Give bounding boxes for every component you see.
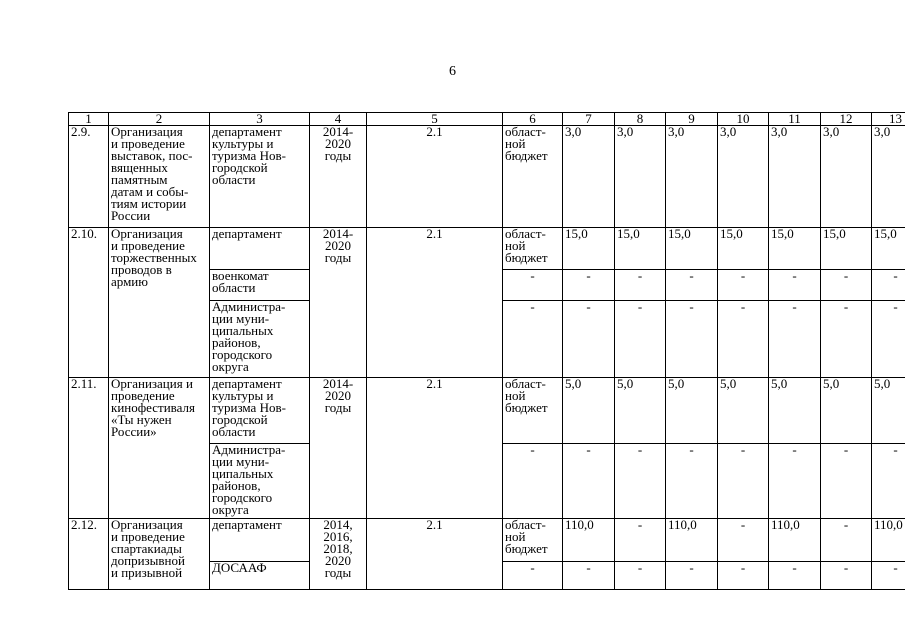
value-cell: 5,0: [718, 378, 769, 444]
dash-cell: -: [769, 562, 821, 590]
funding-source: област- ной бюджет: [503, 378, 563, 444]
row-number: 2.9.: [69, 126, 109, 228]
funding-source: област- ной бюджет: [503, 228, 563, 270]
dash-cell: -: [666, 562, 718, 590]
period: 2014- 2020 годы: [310, 378, 367, 519]
header-cell: 9: [666, 113, 718, 126]
dash-cell: -: [615, 444, 666, 519]
activity-name: Организация и проведение выставок, пос- вященных памятным датам и собы- тиям истории России: [109, 126, 210, 228]
value-cell: 5,0: [615, 378, 666, 444]
page-number: 6: [449, 64, 456, 79]
executor: департамент: [210, 519, 310, 562]
header-cell: 6: [503, 113, 563, 126]
dash-cell: -: [563, 562, 615, 590]
value-cell: 15,0: [718, 228, 769, 270]
value-cell: 5,0: [769, 378, 821, 444]
dash-cell: -: [718, 444, 769, 519]
value-cell: 110,0: [872, 519, 905, 562]
dash-cell: -: [872, 562, 905, 590]
value-cell: -: [718, 519, 769, 562]
funding-source: област- ной бюджет: [503, 126, 563, 228]
header-cell: 2: [109, 113, 210, 126]
table-row: [69, 519, 905, 562]
value-cell: 3,0: [615, 126, 666, 228]
header-cell: 1: [69, 113, 109, 126]
value-cell: -: [615, 519, 666, 562]
value-cell: 110,0: [769, 519, 821, 562]
dash-cell: -: [821, 444, 872, 519]
header-cell: 13: [872, 113, 905, 126]
dash-cell: -: [872, 270, 905, 301]
value-cell: 3,0: [872, 126, 905, 228]
value-cell: 5,0: [872, 378, 905, 444]
table-row: [69, 228, 905, 270]
period: 2014, 2016, 2018, 2020 годы: [310, 519, 367, 590]
dash-cell: -: [769, 301, 821, 378]
value-cell: 5,0: [666, 378, 718, 444]
value-cell: 15,0: [563, 228, 615, 270]
target-code: 2.1: [367, 519, 503, 590]
header-cell: 4: [310, 113, 367, 126]
value-cell: 5,0: [821, 378, 872, 444]
dash-cell: -: [615, 301, 666, 378]
dash-cell: -: [718, 301, 769, 378]
executor: департамент культуры и туризма Нов- городской области: [210, 378, 310, 444]
dash-cell: -: [666, 270, 718, 301]
dash-cell: -: [666, 301, 718, 378]
dash-cell: -: [563, 301, 615, 378]
program-activities-table: [68, 112, 905, 590]
value-cell: 15,0: [821, 228, 872, 270]
value-cell: 3,0: [769, 126, 821, 228]
row-number: 2.10.: [69, 228, 109, 378]
dash-cell: -: [769, 270, 821, 301]
target-code: 2.1: [367, 378, 503, 519]
activity-name: Организация и проведение спартакиады допризывной и призывной: [109, 519, 210, 590]
value-cell: -: [821, 519, 872, 562]
header-cell: 11: [769, 113, 821, 126]
value-cell: 15,0: [615, 228, 666, 270]
value-cell: 3,0: [718, 126, 769, 228]
dash-cell: -: [503, 444, 563, 519]
value-cell: 110,0: [563, 519, 615, 562]
activity-name: Организация и проведение торжественных проводов в армию: [109, 228, 210, 378]
executor: департамент культуры и туризма Нов- городской области: [210, 126, 310, 228]
value-cell: 15,0: [872, 228, 905, 270]
dash-cell: -: [769, 444, 821, 519]
dash-cell: -: [821, 562, 872, 590]
dash-cell: -: [503, 562, 563, 590]
table-row: [69, 126, 905, 228]
header-cell: 3: [210, 113, 310, 126]
value-cell: 3,0: [563, 126, 615, 228]
dash-cell: -: [615, 562, 666, 590]
table-row: [69, 378, 905, 444]
header-cell: 8: [615, 113, 666, 126]
dash-cell: -: [615, 270, 666, 301]
header-cell: 12: [821, 113, 872, 126]
executor: ДОСААФ: [210, 562, 310, 590]
header-cell: 7: [563, 113, 615, 126]
executor: департамент: [210, 228, 310, 270]
row-number: 2.12.: [69, 519, 109, 590]
value-cell: 15,0: [666, 228, 718, 270]
row-number: 2.11.: [69, 378, 109, 519]
value-cell: 110,0: [666, 519, 718, 562]
dash-cell: -: [718, 270, 769, 301]
value-cell: 3,0: [821, 126, 872, 228]
target-code: 2.1: [367, 126, 503, 228]
value-cell: 15,0: [769, 228, 821, 270]
header-cell: 5: [367, 113, 503, 126]
dash-cell: -: [872, 444, 905, 519]
dash-cell: -: [563, 444, 615, 519]
executor: Администра- ции муни- ципальных районов, городского округа: [210, 444, 310, 519]
target-code: 2.1: [367, 228, 503, 378]
dash-cell: -: [872, 301, 905, 378]
value-cell: 5,0: [563, 378, 615, 444]
header-cell: 10: [718, 113, 769, 126]
dash-cell: -: [821, 301, 872, 378]
dash-cell: -: [503, 301, 563, 378]
activity-name: Организация и проведение кинофестиваля «Ты нужен России»: [109, 378, 210, 519]
dash-cell: -: [563, 270, 615, 301]
executor: военкомат области: [210, 270, 310, 301]
dash-cell: -: [666, 444, 718, 519]
period: 2014- 2020 годы: [310, 228, 367, 378]
dash-cell: -: [503, 270, 563, 301]
funding-source: област- ной бюджет: [503, 519, 563, 562]
dash-cell: -: [821, 270, 872, 301]
value-cell: 3,0: [666, 126, 718, 228]
executor: Администра- ции муни- ципальных районов, городского округа: [210, 301, 310, 378]
period: 2014- 2020 годы: [310, 126, 367, 228]
dash-cell: -: [718, 562, 769, 590]
